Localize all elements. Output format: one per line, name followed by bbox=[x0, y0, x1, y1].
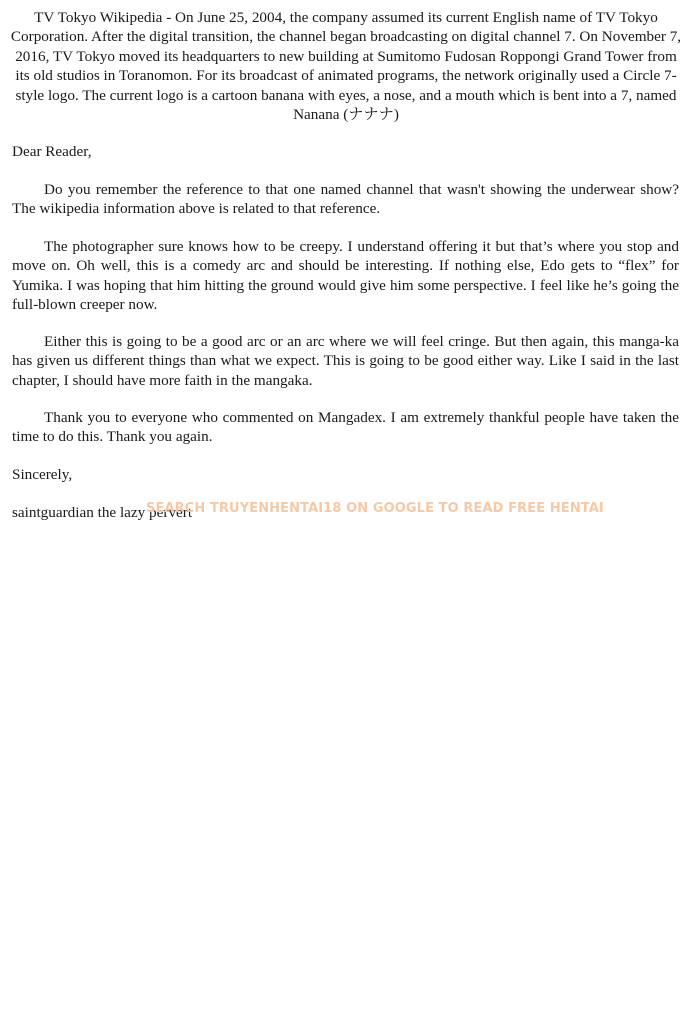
paragraph-3: Either this is going to be a good arc or an arc where we will feel cringe. But then again, this manga-ka has given us different things than what we expect. This is going to be good either way. Like I said in the last chapter, I should have more faith in the mangaka. bbox=[12, 333, 679, 389]
paragraph-2: The photographer sure knows how to be creepy. I understand offering it but that’s where you stop and move on. Oh well, this is a comedy arc and should be interesting. If nothing else, Edo gets to “flex” for Yumika. I was hoping that him hitting the ground would give him some perspective. I feel like he’s going the full-blown creeper now. bbox=[12, 238, 679, 314]
closing: Sincerely, bbox=[12, 466, 73, 483]
watermark-text: SEARCH TRUYENHENTAI18 ON GOOGLE TO READ FREE HENTAI bbox=[146, 501, 604, 516]
salutation: Dear Reader, bbox=[12, 143, 92, 160]
wikipedia-excerpt: TV Tokyo Wikipedia - On June 25, 2004, the company assumed its current English name of TV Tokyo Corporation. After the digital transition, the channel began broadcasting on digital channel 7. On November 7, 2016, TV Tokyo moved its headquarters to new building at Sumitomo Fudosan Roppongi Grand Tower from its old studios in Toranomon. For its broadcast of animated programs, the network originally used a Circle 7-style logo. The current logo is a cartoon banana with eyes, a nose, and a mouth which is bent into a 7, named Nanana (ナナナ) bbox=[10, 9, 682, 124]
paragraph-1: Do you remember the reference to that one named channel that wasn't showing the underwear show? The wikipedia information above is related to that reference. bbox=[12, 181, 679, 218]
paragraph-4: Thank you to everyone who commented on Mangadex. I am extremely thankful people have taken the time to do this. Thank you again. bbox=[12, 409, 679, 446]
signature: saintguardian the lazy pervert bbox=[12, 504, 193, 521]
